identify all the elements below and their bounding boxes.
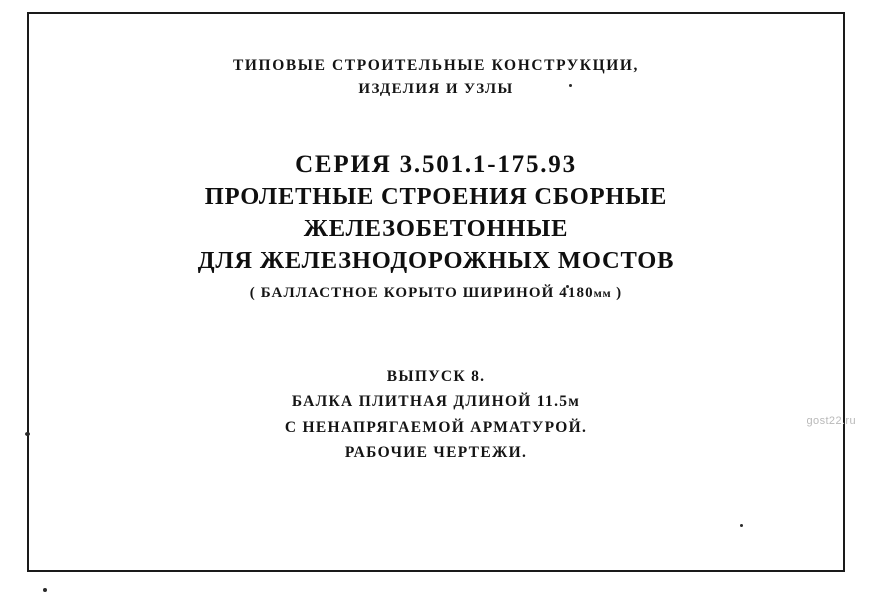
document-header [67,54,805,101]
scan-speckle-bottom [43,588,47,592]
subtitle-prefix: ( БАЛЛАСТНОЕ КОРЫТО ШИРИНОЙ 4180 [249,284,594,301]
issue-line-2: БАЛКА ПЛИТНАЯ ДЛИНОЙ 11.5м [291,393,581,411]
document-title [67,149,805,302]
watermark: gost22.ru [806,415,856,427]
issue-line-1: ВЫПУСК 8. [386,367,486,385]
issue-line-4: РАБОЧИЕ ЧЕРТЕЖИ. [344,444,528,462]
title-line-1: ПРОЛЕТНЫЕ СТРОЕНИЯ СБОРНЫЕ [204,183,668,211]
issue-line-3: С НЕНАПРЯГАЕМОЙ АРМАТУРОЙ. [284,418,588,436]
header-line-2: ИЗДЕЛИЯ И УЗЛЫ [358,81,514,98]
title-subtitle [67,285,805,302]
series-number: СЕРИЯ 3.501.1-175.93 [295,151,577,179]
title-line-3: ДЛЯ ЖЕЛЕЗНОДОРОЖНЫХ МОСТОВ [197,246,675,274]
header-line-1: ТИПОВЫЕ СТРОИТЕЛЬНЫЕ КОНСТРУКЦИИ, [232,57,640,74]
title-line-2: ЖЕЛЕЗОБЕТОННЫЕ [303,215,569,243]
issue-section [67,364,805,466]
subtitle-unit: мм [593,285,612,300]
subtitle-suffix: ) [611,284,623,301]
title-sheet-content [27,12,845,572]
